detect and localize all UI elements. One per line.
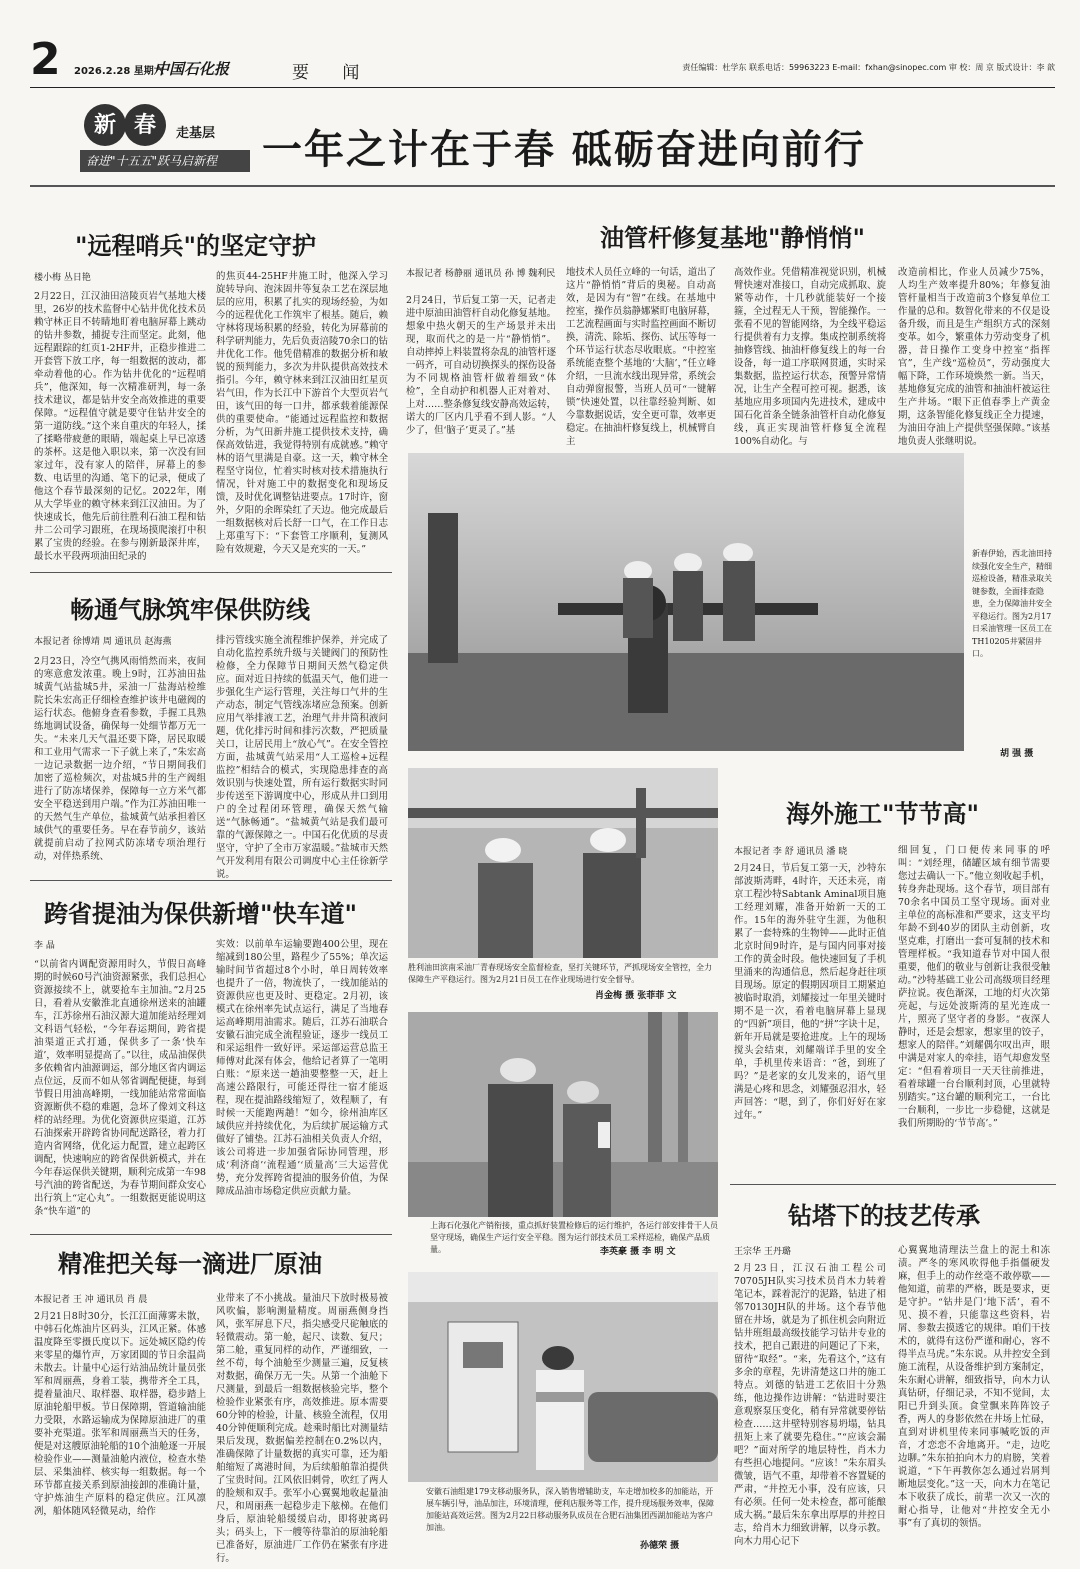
section-divider — [30, 572, 392, 573]
photo-sampling — [408, 1012, 718, 1217]
article-byline: 本报记者 杨静丽 通讯员 孙 博 魏利民 — [406, 269, 556, 279]
article-body: 2月23日，冷空气携风雨悄然而来，夜间的寒意愈发浓重。晚上9时，江苏油田盐城黄气站盐城5井，采油一厂盐海站检维院长朱宏高正仔细检查维护该井电磁阀的运行状态。他俯身查看参数，手握工具熟练地调试设备，确保每一处细节都万无一失。“未来几天气温还要下降，居民取暖和工业用气需求一下子就上来了，”朱宏高一边记录数据一边介绍，“节日期间我们加密了巡检频次，对盐城5井的生产阀组进行了防冻堵保养，保障每一立方米气都安全平稳送到用户端。”作为江苏油田唯一的天然气生产单位，盐城黄气站承担着区域供气的重要任务。早在春节前夕，该站就提前启动了拉网式防冻堵专项治理行动，对伴热系统、 — [34, 656, 206, 862]
article-body: 2月22日，江汉油田涪陵页岩气基地大楼里，26岁的技术监督中心钻井优化技术员赖守林正目不转睛地盯着电脑屏幕上跳动的钻井参数，捕捉专注而坚定。此刻，他远程跟踪的红页1-2HF井，正稳步推进二开套管下放工序，每一组数据的波动，都牵动着他的心。作为钻井优化的“远程哨兵”，他深知，每一次精准研判，每一条技术建议，都是钻井安全高效推进的重要保障。“远程值守就是要守住钻井安全的第一道防线。”这个来自重庆的年轻人，揉了揉略带疲惫的眼睛，端起桌上早已凉透的茶杯。这是他入职以来，第一次没有回家过年，没有家人的陪伴，屏幕上的参数、电话里的沟通、笔下的记录，便成了他这个春节最深刻的记忆。2022年，刚从大学毕业的赖守林来到江汉油田。为了快速成长，他先后前往胜利石油工程和钻井二公司学习跟班，在现场摸爬滚打中积累了宝贵的经验。在参与刚新最深井库，最长水平段两项油田纪录的 — [34, 291, 206, 562]
photo-caption: 新春伊始，西北油田持续强化安全生产，精细巡检设备，精准录取关键参数，全面排查隐患，全力保障油井安全平稳运行。图为2月17日采油管理一区员工在TH10205井紧固井口。 — [972, 549, 1052, 658]
article-title-gas-supply: 畅通气脉筑牢保供防线 — [70, 596, 310, 624]
photo-sampling-art — [408, 1012, 718, 1217]
article-byline: 本报记者 王 冲 通讯员 肖 晨 — [34, 1295, 148, 1305]
section-divider — [30, 1234, 392, 1235]
badge-subtitle: 走基层 — [176, 126, 216, 141]
article-byline: 本报记者 徐博靖 周 通讯员 赵海燕 — [34, 637, 172, 647]
section-name: 要 闻 — [292, 63, 374, 83]
article-body: 2月21日8时30分，长江江面薄雾未散，中韩石化炼油片区码头，江风正紧。体感温度降至零摄氏度以下。远处城区隐约传来零星的爆竹声，万家团圆的节日余温尚未散去。计量中心运行站油品统计量员张军和周丽燕，身着工装，携带齐全工具，提着量油尺、取样器、取样器，稳步踏上原油轮船甲板。节日保障期，管道输油能力受限，水路运输成为保障原油进厂的重要补充渠道。张军和周丽燕当天的任务，便是对这艘原油轮船的10个油舱逐一开展检验作业——测量油舱内液位，检查水垫层、采集油样、核实每一组数据。每一个环节都直接关系到原油接卸的准确计量，守护炼油生产原料的稳定供应。江风凛冽，船体随风轻微晃动，给作 — [34, 1311, 206, 1517]
article-title-repair-base: 油管杆修复基地"静悄悄" — [600, 224, 866, 252]
section-divider — [730, 1184, 1056, 1185]
article-byline: 楼小梅 丛日艳 — [34, 273, 91, 283]
photo-safety-inspection-art — [408, 768, 718, 958]
photo-caption: 安徽石油组建179支移动服务队，深入销售增辅助支，车走增加校多的加能站，开展车辆引导，油品加注，环境清理，便利店服务等工作，提升现场服务效率，保障加能站高效运营。图为2月22日移动服务队成员在合肥石油集团西湖加能站为客户加油。 — [426, 1487, 714, 1532]
article-body: 2月24日，节后复工第一天，记者走进中原油田油管杆自动化修复基地。想象中热火朝天的生产场景并未出现，取而代之的是一片“静悄悄”。自动摔掉上料装置将杂乱的油管杆逐一码齐，可自动切换探头的探伤设备为不同规格油管杆做着细致“体检”，全自动护和机器人正对着对、上对……整条修复线安静高效运转，诺大的厂区内几乎看不到人影。“人少了，但‘脑子’更灵了。”基 — [406, 295, 557, 436]
article-body: 2月23日，江汉石油工程公司70705JH队实习技术员肖木力转着笔记本，踩着泥泞的泥路，钻进了相邻70130JH队的井场。这个春节他留在井场，就是为了抓住机会向附近钻井班组最高级技能学习钻井专业的技术，把自己跟进的问题记了下来，留待“取经”。“来，先看这个，”这有多余的章程，先讲清楚这口井的施工特点。刘德的钻进工艺依旧十分熟练，他边操作边讲解：“钻进时要注意观察泵压变化，稍有异常就要停钻检查……这井壁特别容易坍塌，钻具扭矩上来了就要先稳住。”“应该会漏吧？”面对所学的地层特性，肖木力有些担心地提问。“应该！”朱东眉头微皱，语气不重，却带着不容置疑的严肃，“井控无小事，没有应该，只有必须。任何一处未检查，都可能酿成大祸。”最后朱东拿出厚厚的井控日志，给肖木力细致讲解，以身示教。向木力用心记下 — [734, 1263, 886, 1547]
article-title-crude-check: 精准把关每一滴进厂原油 — [58, 1250, 322, 1278]
article-body: 地技术人员任立峰的一句话，道出了这片“静悄悄”背后的奥秘。自动高效，是因为有“智”在线。在基地中控室，操作员翁静娜紧盯电脑屏幕，工艺流程画面与实时监控画面不断切换，清洗、除垢、探伤、试压等每一个环节运行状态尽收眼底。“中控室系统能查整个基地的‘大脑’，”任立峰介绍，一旦流水线出现异常，系统会自动弹窗报警，当班人员可“一键解锁”快速处置，以往靠经验判断、如今靠数据说话，安全更可靠，效率更稳定。在抽油杆修复线上，机械臂自主 — [566, 267, 717, 447]
photo-oilfield-wellhead-art — [408, 453, 964, 751]
banner-divider — [30, 185, 1055, 187]
photo-credit: 肖金梅 摄 张菲菲 文 — [595, 991, 677, 1001]
newspaper-logo: 中国石化报 — [154, 60, 230, 78]
page-main-title: 一年之计在于春 砥砺奋进向前行 — [262, 127, 866, 173]
article-body: 2月24日，节后复工第一天，沙特东部波斯湾畔，4时许，天还未亮，南京工程沙特Sabtank Aminal项目施工经理刘耀，准备开始新一天的工作。15年的海外驻守生涯，为他积累了一套特殊的生物钟——此时正值北京时间9时许，是与国内同事对接工作的黄金时段。他快速回复了手机里涌来的沟通信息，然后起身赶往项目现场。原定的假期因项目工期紧迫被临时取消，刘耀接过一年里关键时期不是一次，看着电脑屏幕上显现的“四新”项目，他的“拼”字诀十足，新年开局就是要抢进度。上午的现场搅头会结束，刘耀端详手里的安全单，手机里传来语音：“爸，到班了吗？”是老家的女儿发来的，语气里满是心疼和思念，刘耀强忍泪水，轻声回答：“嗯，到了，你们好好在家过年。” — [734, 863, 886, 1121]
article-body: 改造前相比，作业人员减少75%，人均生产效率提升80%；年修复油管杆量相当于改造前3个修复单位工作量的总和。数智化带来的不仅是设备升级，而且是生产组织方式的深刻变革。如今，繁重体力劳动变身了机器，昔日操作工变身中控室“指挥官”，生产线“巡检员”，劳动强度大幅下降，工作环境焕然一新。当天，基地修复完成的油管和抽油杆被运往生产井场。“眼下正值春季上产黄金期，这条智能化修复线正全力提速，为油田夺油上产提供坚强保障。”该基地负责人张继明说。 — [898, 267, 1050, 447]
article-body: 业带来了不小挑战。量油尺下放时极易被风吹偏，影响测量精度。周丽燕侧身挡风，张军屏息下尺，指尖感受尺砣触底的轻微震动。第一舱，起尺、读数、复尺；第二舱，重复同样的动作，严谨细致，一丝不苟，每个油舱至少测量三遍，反复核对数据，确保万无一失。从第一个油舱下尺测量，到最后一组数据核验完毕，整个检验作业紧张有序，高效推进。原本需要60分钟的检验，计量、核验全流程，仅用40分钟便顺利完成。趁乘时船比对测量结果后发现，数据偏差控制在0.2%以内，准确保障了计量数据的真实可靠，还为船舶缩短了离港时间，为后续船舶靠泊提供了宝贵时间。江风依旧刺骨，吹红了两人的脸颊和双手。张军小心翼翼地收起量油尺，和周丽燕一起稳步走下舷梯。在他们身后，原油轮船缓缓启动，即将驶离码头；码头上，下一艘等待靠泊的原油轮船已准备好，原油进厂工作仍在紧张有序进行。 — [216, 1293, 388, 1564]
photo-credit: 胡 强 摄 — [1000, 749, 1034, 759]
article-byline: 王宗华 王丹璐 — [734, 1247, 791, 1257]
article-body: 的焦页44-25HF井施工时，他深入学习旋转导向、泡沫固井等复杂工艺在深层地层的应用，积累了扎实的现场经验，为如今的远程优化工作筑牢了根基。随后，赖守林将现场积累的经验，转化为屏幕前的科学研判能力，先后负责涪陵70余口的钻井优化工作。他凭借精准的数据分析和敏锐的预判能力，多次为井队提供高效技术指引。今年，赖守林来到江汉油田红星页岩气田，作为长江中下游首个大型页岩气田，该气田的每一口井，都承载着能源保供的重要使命。“能通过远程监控和数据分析，为气田新井施工提供技术支持，确保高效钻进，我觉得特别有成就感。”赖守林的语气里满是自豪。这一天，赖守林全程坚守岗位，忙着实时核对技术措施执行情况，针对施工中的数据变化和现场反馈，及时优化调整钻进要点。17时许，窗外，夕阳的余晖染红了天边。他完成最后一组数据核对后长舒一口气，在工作日志上郑重写下：“下套管工序顺利，复测风险有效规避，今天又是充实的一天。” — [216, 271, 388, 555]
article-title-drilling-craft: 钻塔下的技艺传承 — [788, 1202, 980, 1230]
article-title-cross-province: 跨省提油为保供新增"快车道" — [44, 900, 358, 928]
photo-caption: 胜利油田滨南采油厂青春现场安全监督检查，坚打关键环节，严抓现场安全管控，全力保障生产平稳运行。图为2月21日员工在作业现场进行安全督导。 — [408, 963, 712, 984]
article-body: 高效作业。凭借精准视觉识别，机械臂快速对准接口，自动完成抓取、旋紧等动作，十几秒就能装好一个接箍，全过程无人干预，智能操作。一张看不见的智能网络，为全线平稳运行提供着有力支撑。集成控制系统将抽修管线、抽油杆修复线上的每一台设备，每一道工序联网贯通，实时采集数据，监控运行状态，预警异常情况，让生产全程可控可视。据悉，该基地应用多项国内先进技术，建成中国石化首条全链条油管杆自动化修复线，真正实现油管杆修复全流程100%自动化。与 — [734, 267, 886, 447]
section-divider — [30, 880, 392, 881]
article-byline: 李 晶 — [34, 941, 55, 951]
campaign-badge — [80, 104, 250, 174]
article-body: 细回复，门口便传来同事的呼叫：“刘经理，储罐区域有细节需要您过去确认一下。”他立刻收起手机，转身奔赴现场。这个春节，项目部有70余名中国员工坚守现场。面对业主单位的高标准和严要求，这支平均年龄不到40岁的团队主动创新，攻坚克难，打磨出一套可复制的技术和管理样板。“我知道春节对中国人很重要，他们的敬业与创新让我很受触动。”沙特基础工业公司高级项目经理萨拉说。夜色渐深，工地的灯火次第亮起，与远处波斯湾的星光连成一片，照亮了坚守者的身影。“夜深人静时，还是会想家，想家里的饺子，想家人的陪伴。”刘耀偶尔叹出声，眼中满是对家人的牵挂，语气却愈发坚定：“但看着项目一天天往前推进，看着球罐一台台顺利封顶，心里就特别踏实。”这台罐的顺利完工，一台比一台顺利，一步比一步稳健，这就是我们所期盼的‘节节高’。” — [898, 845, 1050, 1129]
page-number: 2 — [30, 34, 61, 85]
badge-slogan: 奋进"十五五"跃马启新程 — [80, 150, 250, 172]
photo-credit: 李英豪 摄 李 明 文 — [600, 1247, 676, 1257]
article-byline: 本报记者 李 舒 通讯员 潘 晓 — [734, 847, 848, 857]
photo-caption: 上海石化强化产销衔接，重点抓好装置检修后的运行维护，各运行部安排骨干人员坚守现场，确保生产运行安全平稳。图为运行部技术员工采样巡检，确保产品质量。 — [430, 1221, 718, 1254]
badge-char-chun: 春 — [124, 104, 166, 146]
article-body: 实效：以前单车运输要跑400公里，现在缩减到180公里，路程少了55%；单次运输时间节省超过8个小时，单日周转效率也提升了一倍，物流快了，一线加能站的资源供应也更及时、更稳定。2月初，该模式在徐州率先试点运行，满足了当地春运高峰期用油需求。随后，江苏石油联合安徽石油完成全流程验证，逐步一线员工和采运组件一致好评。采运部运营总监王师傅对此深有体会，他给记者算了一笔明白账：“原来送一趟油要整整一天，赶上高速公路限行，可能还得往一宿才能返程，现在提油路线缩短了，效程顺了，有时候一天能跑两趟！”如今，徐州油库区域供应并持续优化，为后续扩展运输方式做好了铺垫。江苏石油相关负责人介绍，该公司将进一步加强省际协同管理，形成‘利济商’‘流程通’‘质量高’三大运营优势，充分发挥跨省提油的服务价值，为保障成品油市场稳定供应贡献力量。 — [216, 939, 388, 1197]
photo-gas-station-art — [408, 1272, 718, 1482]
issue-date: 2026.2.28 星期六 — [74, 66, 164, 77]
editor-info: 责任编辑：杜学东 联系电话：59963223 E-mail：fxhan@sinopec.com 审 校：周 京 版式设计：李 歆 — [682, 63, 1055, 72]
article-body: 心翼翼地清理法兰盘上的泥土和冻渍。严冬的寒风吹得他手指僵硬发麻，但手上的动作丝毫不敢停歇——他知道，前辈的严格，既是要求，更是守护。“钻井是门‘地下活’，看不见、摸不着，只能靠这些资料，岩屑、参数去摸透它的规律。咱们干技术的，就得有这份严谨和耐心，容不得半点马虎。”朱东说。从井控安全到施工流程，从设备维护到方案制定，朱东耐心讲解，细致指导，向木力认真钻研，仔细记录，不知不觉间，太阳已升到头顶。食堂飘来阵阵饺子香，两人的身影依然在井场上忙碌，直到对讲机里传来同事喊吃饭的声音，才恋恋不舍地离开。“走，边吃边聊。”朱东拍拍向木力的肩膀，笑着说道，“下午再教你怎么通过岩屑判断地层变化。”这一天，向木力在笔记本下收获了成长，前辈一次又一次的耐心指导，让他对“井控安全无小事”有了真切的领悟。 — [898, 1245, 1050, 1529]
photo-oilfield-wellhead — [408, 453, 964, 751]
photo-safety-inspection — [408, 768, 718, 958]
masthead — [30, 28, 1055, 88]
article-title-remote-sentinel: "远程哨兵"的坚定守护 — [75, 232, 317, 260]
photo-gas-station — [408, 1272, 718, 1482]
photo-credit: 孙德荣 摄 — [640, 1541, 680, 1551]
article-body: 排污管线实施全流程维护保养，并完成了自动化监控系统升级与关键阀门的预防性检修，全力保障节日期间天然气稳定供应。面对近日持续的低温天气，他们进一步强化生产运行管理，关注每口气井的生产动态，制定气管线冻堵应急预案。创新应用气举排液工艺，治理气井井筒积液问题，优化排污时间和排污次数，严把质量关口，让居民用上“放心气”。在安全管控方面，盐城黄气站采用“人工巡检+远程监控”相结合的模式，实现隐患排查的高效识别与快速处置，所有运行数据实时同步传送至下游调度中心，形成从井口到用户的全过程闭环管理，确保天然气输送“气脉畅通”。“盐城黄气站是我们最可靠的气源保障之一。中国石化优质的尽责坚守，守护了全市万家温暖。”盐城市天然气开发利用有限公司调度中心主任徐新学说。 — [216, 635, 388, 880]
article-body: “以前省内调配资源用时久，节假日高峰期的时候60号汽油资源紧张，我们总担心资源接续不上，就要抢车主加油。”2月25日，看着从安徽淮北直通徐州送来的油罐车，江苏徐州石油汉源大道加能站经理刘文科语气轻松，“今年春运期间，跨省提油渠道正式打通，保供多了一条‘快车道’，效率明显提高了。”以往，成品油保供多依赖省内油源调运，部分地区省内调运点位远，反而不如从邻省调配便捷，每到节假日用油高峰期，一线加能站常常面临资源断供不稳的难题，急坏了像刘文科这样的站经理。为优化资源供应渠道，江苏石油探索开辟跨省协同配送路径，着力打造内省网络，优化运力配置，建立起跨区调配，快速响应的跨省保供新模式，并在今年春运保供关键期，顺利完成第一车98号汽油的跨省配送，为春节期间群众安心出行筑上“定心丸”。一组数据更能说明这条“快车道”的 — [34, 959, 206, 1217]
badge-char-xin: 新 — [84, 104, 126, 146]
article-title-overseas: 海外施工"节节高" — [786, 800, 980, 828]
